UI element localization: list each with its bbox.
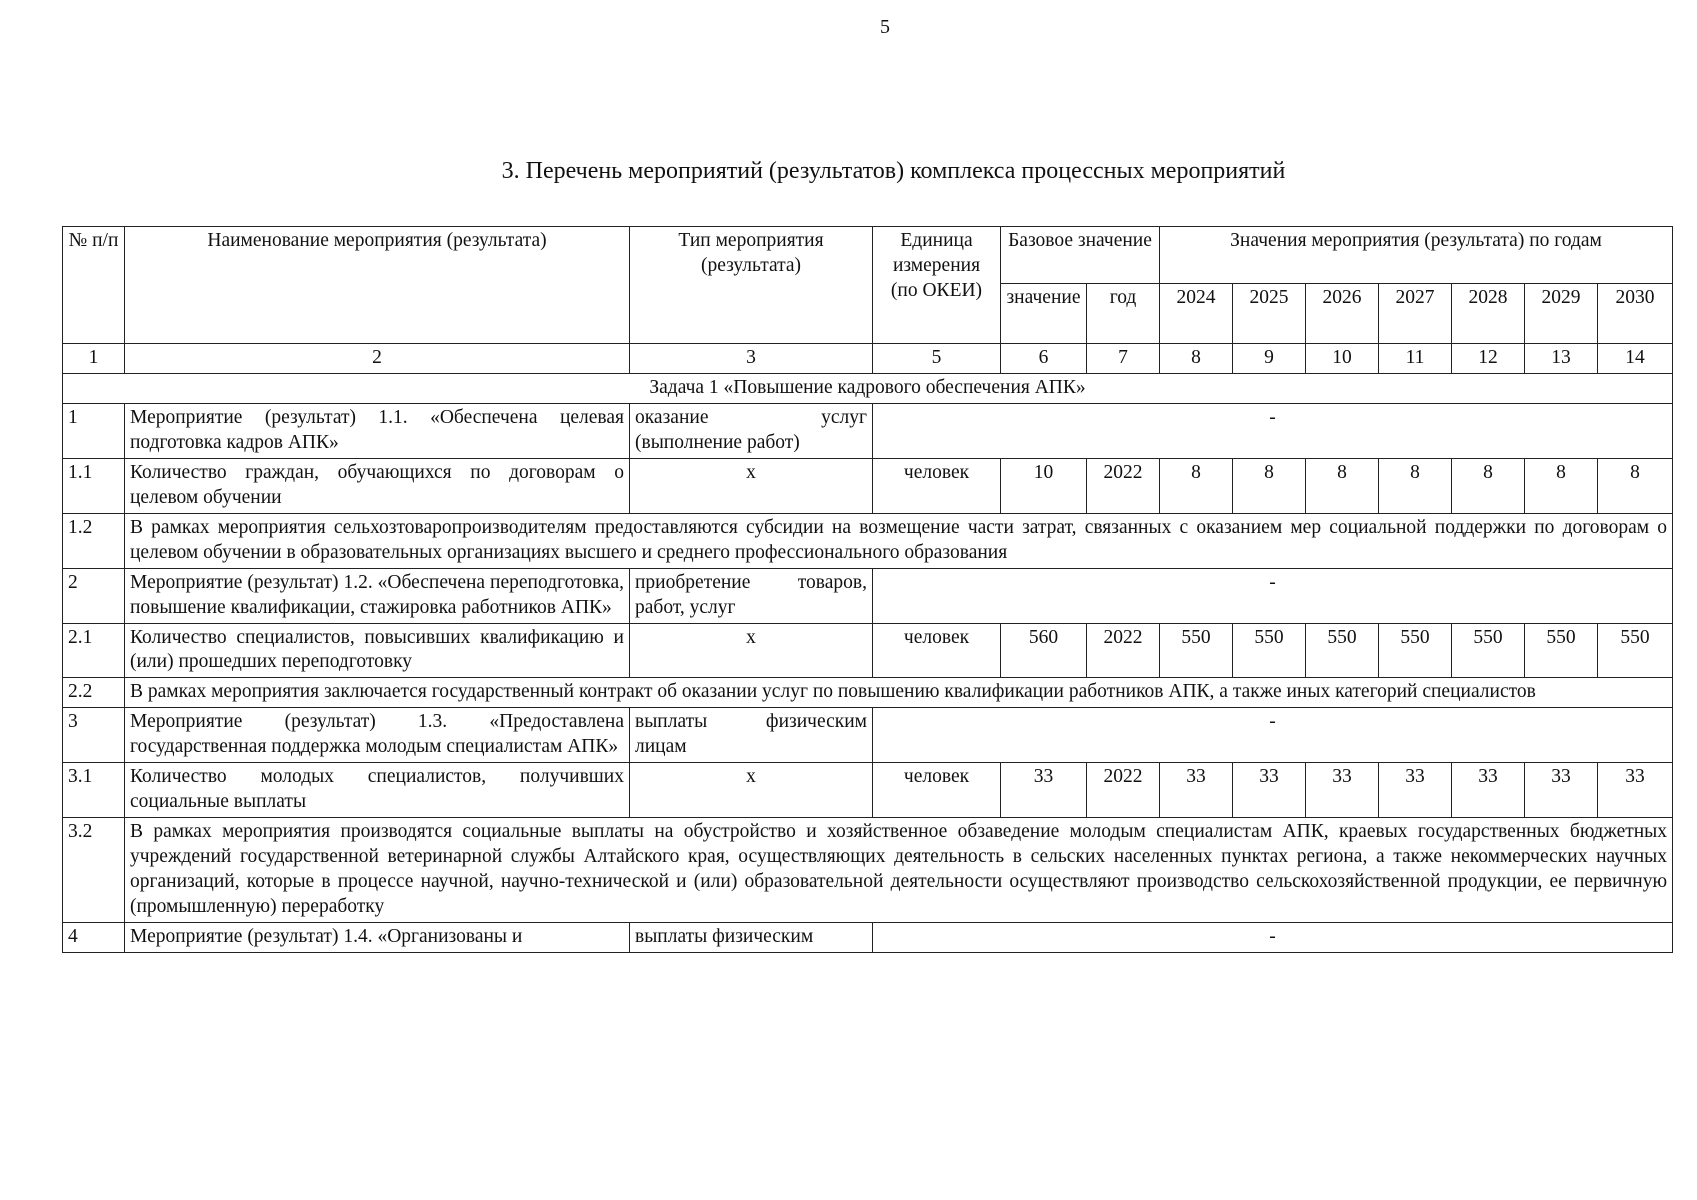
measure-type: выплаты физическим — [630, 923, 873, 953]
note-text: В рамках мероприятия заключается государственный контракт об оказании услуг по повышению квалификации работников АПК, а также иных категорий специалистов — [125, 678, 1673, 708]
column-number: 6 — [1001, 344, 1087, 374]
header-year: 2030 — [1598, 284, 1673, 344]
task-row — [63, 373, 1673, 403]
column-number: 2 — [125, 344, 630, 374]
table-row — [63, 458, 1673, 513]
indicator-year-value: 8 — [1525, 458, 1598, 513]
header-num: № п/п — [63, 227, 125, 344]
column-number: 9 — [1233, 344, 1306, 374]
column-number: 8 — [1160, 344, 1233, 374]
indicator-year-value: 550 — [1525, 623, 1598, 678]
indicator-year-value: 550 — [1598, 623, 1673, 678]
column-number: 1 — [63, 344, 125, 374]
indicator-type: х — [630, 763, 873, 818]
task-title: Задача 1 «Повышение кадрового обеспечения АПК» — [63, 373, 1673, 403]
row-number: 1.1 — [63, 458, 125, 513]
indicator-year-value: 33 — [1233, 763, 1306, 818]
indicator-year-value: 33 — [1379, 763, 1452, 818]
indicator-year-value: 8 — [1598, 458, 1673, 513]
indicator-year-value: 550 — [1379, 623, 1452, 678]
header-row-1 — [63, 227, 1673, 284]
row-number: 2.1 — [63, 623, 125, 678]
indicator-year-value: 8 — [1306, 458, 1379, 513]
indicator-type: х — [630, 623, 873, 678]
column-number: 10 — [1306, 344, 1379, 374]
measure-type: оказание услуг (выполнение работ) — [630, 403, 873, 458]
note-text: В рамках мероприятия производятся социальные выплаты на обустройство и хозяйственное обзаведение молодым специалистам АПК, краевых государственных бюджетных учреждений государственной ветеринарной службы Алтайского края, осуществляющих деятельность в сельских населенных пунктах региона, а также некоммерческих научных организаций, которые в процессе научной, научно-технической и (или) образовательной деятельности осуществляют производство сельскохозяйственной продукции, ее первичную (промышленную) переработку — [125, 818, 1673, 923]
row-number: 3.1 — [63, 763, 125, 818]
indicator-year-value: 550 — [1160, 623, 1233, 678]
header-year: 2027 — [1379, 284, 1452, 344]
measure-name: Мероприятие (результат) 1.3. «Предоставлена государственная поддержка молодым специалистам АПК» — [125, 708, 630, 763]
measure-name: Мероприятие (результат) 1.4. «Организованы и — [125, 923, 630, 953]
measure-dash: - — [873, 568, 1673, 623]
table-row — [63, 513, 1673, 568]
header-year: 2024 — [1160, 284, 1233, 344]
table-row — [63, 763, 1673, 818]
indicator-year-value: 8 — [1233, 458, 1306, 513]
measure-dash: - — [873, 708, 1673, 763]
header-years-title: Значения мероприятия (результата) по годам — [1160, 227, 1673, 284]
indicator-type: х — [630, 458, 873, 513]
indicator-year-value: 550 — [1306, 623, 1379, 678]
row-number: 1 — [63, 403, 125, 458]
row-number: 3 — [63, 708, 125, 763]
measure-type: выплаты физическим лицам — [630, 708, 873, 763]
indicator-year-value: 33 — [1306, 763, 1379, 818]
header-year: 2028 — [1452, 284, 1525, 344]
row-number: 2.2 — [63, 678, 125, 708]
table-row — [63, 708, 1673, 763]
table-row — [63, 923, 1673, 953]
table-row — [63, 403, 1673, 458]
table-row — [63, 568, 1673, 623]
measure-dash: - — [873, 923, 1673, 953]
indicator-year-value: 8 — [1379, 458, 1452, 513]
indicator-base-value: 560 — [1001, 623, 1087, 678]
indicator-base-year: 2022 — [1087, 763, 1160, 818]
indicator-name: Количество молодых специалистов, получивших социальные выплаты — [125, 763, 630, 818]
indicator-base-year: 2022 — [1087, 458, 1160, 513]
document-title: 3. Перечень мероприятий (результатов) комплекса процессных мероприятий — [501, 158, 1286, 184]
indicator-unit: человек — [873, 763, 1001, 818]
indicator-unit: человек — [873, 458, 1001, 513]
note-text: В рамках мероприятия сельхозтоваропроизводителям предоставляются субсидии на возмещение части затрат, связанных с оказанием мер социальной поддержки по договорам о целевом обучении в образовательных организациях высшего и среднего профессионального образования — [125, 513, 1673, 568]
indicator-name: Количество специалистов, повысивших квалификацию и (или) прошедших переподготовку — [125, 623, 630, 678]
column-number-row — [63, 344, 1673, 374]
indicator-name: Количество граждан, обучающихся по договорам о целевом обучении — [125, 458, 630, 513]
indicator-year-value: 33 — [1452, 763, 1525, 818]
indicator-base-year: 2022 — [1087, 623, 1160, 678]
indicator-year-value: 8 — [1160, 458, 1233, 513]
header-name: Наименование мероприятия (результата) — [125, 227, 630, 344]
row-number: 2 — [63, 568, 125, 623]
indicator-base-value: 10 — [1001, 458, 1087, 513]
row-number: 3.2 — [63, 818, 125, 923]
measure-name: Мероприятие (результат) 1.2. «Обеспечена переподготовка, повышение квалификации, стажировка работников АПК» — [125, 568, 630, 623]
header-unit: Единица измерения (по ОКЕИ) — [873, 227, 1001, 344]
indicator-year-value: 33 — [1160, 763, 1233, 818]
header-base: Базовое значение — [1001, 227, 1160, 284]
table-row — [63, 818, 1673, 923]
header-year: 2029 — [1525, 284, 1598, 344]
header-base-value: значение — [1001, 284, 1087, 344]
indicator-base-value: 33 — [1001, 763, 1087, 818]
measure-name: Мероприятие (результат) 1.1. «Обеспечена целевая подготовка кадров АПК» — [125, 403, 630, 458]
column-number: 11 — [1379, 344, 1452, 374]
column-number: 13 — [1525, 344, 1598, 374]
column-number: 3 — [630, 344, 873, 374]
page-number: 5 — [880, 16, 890, 38]
header-year: 2026 — [1306, 284, 1379, 344]
column-number: 14 — [1598, 344, 1673, 374]
header-year: 2025 — [1233, 284, 1306, 344]
header-type: Тип мероприятия (результата) — [630, 227, 873, 344]
column-number: 7 — [1087, 344, 1160, 374]
table-row — [63, 678, 1673, 708]
measures-table — [62, 226, 1673, 953]
table-row — [63, 623, 1673, 678]
indicator-year-value: 8 — [1452, 458, 1525, 513]
column-number: 5 — [873, 344, 1001, 374]
row-number: 4 — [63, 923, 125, 953]
indicator-year-value: 33 — [1598, 763, 1673, 818]
indicator-year-value: 550 — [1452, 623, 1525, 678]
indicator-year-value: 33 — [1525, 763, 1598, 818]
measure-type: приобретение товаров, работ, услуг — [630, 568, 873, 623]
column-number: 12 — [1452, 344, 1525, 374]
indicator-year-value: 550 — [1233, 623, 1306, 678]
row-number: 1.2 — [63, 513, 125, 568]
indicator-unit: человек — [873, 623, 1001, 678]
measure-dash: - — [873, 403, 1673, 458]
header-base-year: год — [1087, 284, 1160, 344]
